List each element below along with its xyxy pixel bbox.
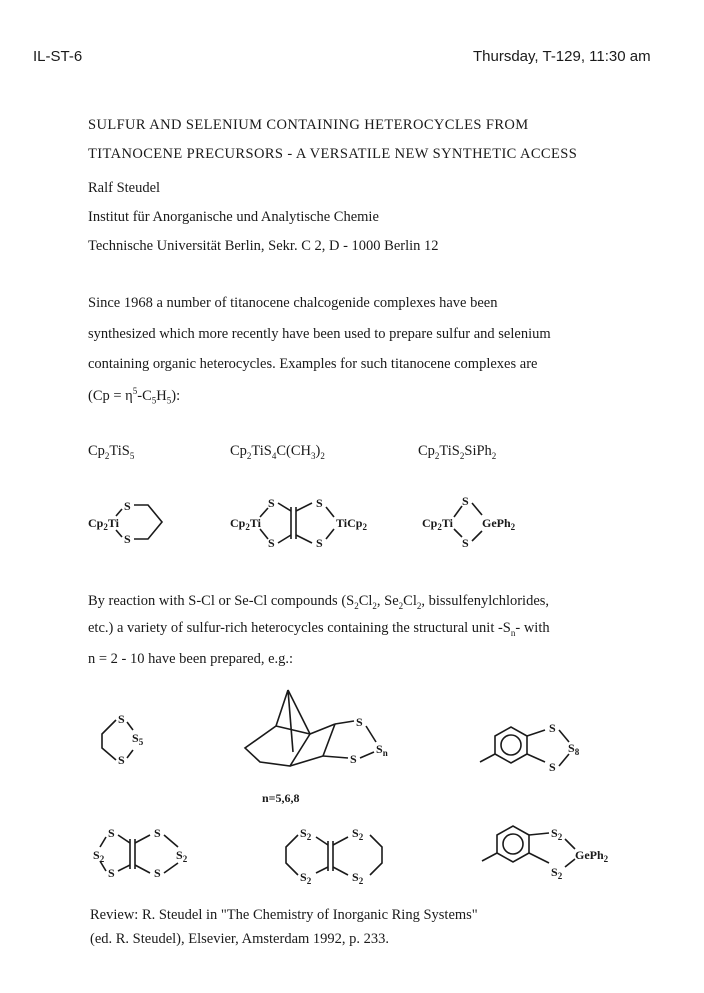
complex-formula-3: $Cp_2TiS_2SiPh_2$ xyxy=(418,443,497,461)
structure-cp2tis5 xyxy=(86,495,186,555)
svg-text:S5: $S_5$ xyxy=(132,731,144,747)
paragraph1-line1: Since 1968 a number of titanocene chalcogenide complexes have been xyxy=(88,295,498,311)
structure-ti-ge xyxy=(420,493,540,553)
svg-text:S: S xyxy=(124,499,131,513)
author-institute: Institut für Anorganische und Analytische Chemie xyxy=(88,209,379,225)
structure-benzo-geph2 xyxy=(477,821,617,891)
svg-text:TiCp2: TiCp$_2$ xyxy=(336,516,367,532)
svg-text:GePh2: GePh$_2$ xyxy=(482,516,516,532)
svg-text:S8: $S_8$ xyxy=(568,741,580,757)
svg-text:S: S xyxy=(462,494,469,508)
structure-norbornane-sn xyxy=(240,686,420,786)
svg-text:S2: $S_2$ xyxy=(551,865,563,881)
svg-text:Cp2Ti: $Cp_2Ti$ xyxy=(422,516,453,532)
svg-text:S2: $S_2$ xyxy=(300,870,312,886)
cp-label: $Cp_2Ti$ xyxy=(88,516,119,532)
paragraph2-line3: n = 2 - 10 have been prepared, e.g.: xyxy=(88,651,294,667)
paragraph2-line2: etc.) a variety of sulfur-rich heterocycles containing the structural unit $-S_n-$ with xyxy=(88,620,550,638)
structure-s2-dithiin xyxy=(280,827,400,887)
svg-text:S: S xyxy=(108,826,115,840)
review-line-2: (ed. R. Steudel), Elsevier, Amsterdam 1992, p. 233. xyxy=(90,931,390,947)
svg-text:S: S xyxy=(108,866,115,880)
svg-text:S: S xyxy=(118,712,125,726)
author-name: Ralf Steudel xyxy=(88,180,161,196)
svg-text:Cp2Ti: $Cp_2Ti$ xyxy=(230,516,261,532)
svg-text:S2: $S_2$ xyxy=(176,848,188,864)
session-code: IL-ST-6 xyxy=(33,48,83,65)
complex-formula-1: $Cp_2TiS_5$ xyxy=(88,443,135,461)
structure-bis-s2 xyxy=(90,825,200,885)
svg-text:S: S xyxy=(350,752,357,766)
title-line-1: SULFUR AND SELENIUM CONTAINING HETEROCYCLES FROM xyxy=(88,117,529,133)
structure-benzo-s8 xyxy=(475,718,605,788)
structure-bis-titanocene xyxy=(228,493,388,553)
svg-text:S2: $S_2$ xyxy=(352,826,364,842)
review-line-1: Review: R. Steudel in "The Chemistry of Inorganic Ring Systems" xyxy=(90,907,478,923)
svg-text:S: S xyxy=(549,760,556,774)
svg-text:S2: $S_2$ xyxy=(551,826,563,842)
svg-text:S: S xyxy=(268,496,275,510)
svg-text:S: S xyxy=(316,536,323,550)
svg-text:Sn: $S_n$ xyxy=(376,742,388,758)
svg-text:GePh2: GePh$_2$ xyxy=(575,848,609,864)
session-schedule: Thursday, T-129, 11:30 am xyxy=(473,48,651,65)
author-address: Technische Universität Berlin, Sekr. C 2, D - 1000 Berlin 12 xyxy=(88,238,439,254)
svg-text:S2: $S_2$ xyxy=(352,870,364,886)
n-values-label: n=5,6,8 xyxy=(262,791,300,805)
svg-text:S: S xyxy=(124,532,131,546)
svg-text:S2: $S_2$ xyxy=(93,848,105,864)
paragraph1-line4: $(Cp = \eta^5-C_5H_5)$: xyxy=(88,386,181,406)
complex-formula-2: $Cp_2TiS_4C(CH_3)_2$ xyxy=(230,443,325,461)
structure-c3s5-ring xyxy=(96,712,176,782)
svg-text:S: S xyxy=(356,715,363,729)
svg-text:S: S xyxy=(154,866,161,880)
title-line-2: TITANOCENE PRECURSORS - A VERSATILE NEW SYNTHETIC ACCESS xyxy=(88,146,578,162)
svg-text:S: S xyxy=(154,826,161,840)
paragraph2-line1: By reaction with S-Cl or Se-Cl compounds ($S_2Cl_2$, $Se_2Cl_2$, bissulfenylchlorides, xyxy=(88,593,550,611)
svg-text:S: S xyxy=(316,496,323,510)
paragraph1-line3: containing organic heterocycles. Examples for such titanocene complexes are xyxy=(88,356,538,372)
svg-text:S: S xyxy=(118,753,125,767)
paragraph1-line2: synthesized which more recently have been used to prepare sulfur and selenium xyxy=(88,326,551,342)
svg-text:S: S xyxy=(462,536,469,550)
svg-text:S: S xyxy=(268,536,275,550)
svg-text:S: S xyxy=(549,721,556,735)
svg-text:S2: $S_2$ xyxy=(300,826,312,842)
